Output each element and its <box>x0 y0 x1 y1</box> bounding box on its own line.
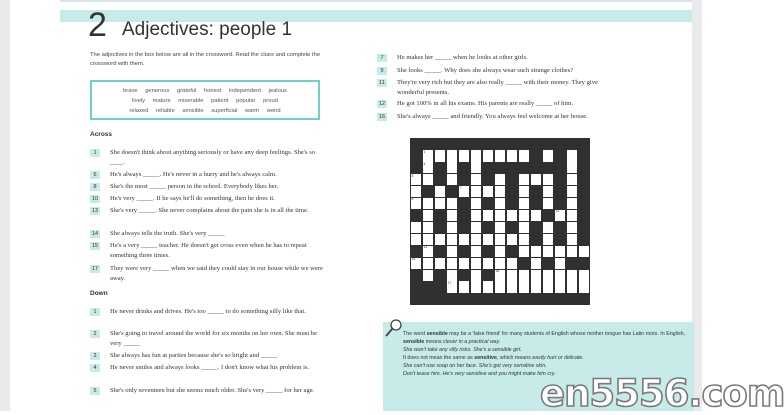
crossword-cell[interactable] <box>555 281 566 292</box>
crossword-cell[interactable] <box>495 186 506 197</box>
crossword-number: 13 <box>423 245 428 250</box>
across-heading: Across <box>90 131 113 138</box>
down-clue-2 <box>90 329 326 348</box>
word: relaxed <box>129 108 149 114</box>
crossword-cell[interactable] <box>567 270 578 281</box>
clue-number: 3 <box>90 352 100 360</box>
crossword-cell[interactable] <box>471 270 482 281</box>
unit-number: 2 <box>88 6 107 44</box>
watermark: en5556.com <box>540 372 784 415</box>
crossword-cell[interactable] <box>507 210 518 221</box>
unit-title: Adjectives: people 1 <box>122 19 293 40</box>
crossword-cell[interactable] <box>411 222 422 233</box>
crossword-cell[interactable] <box>507 270 518 281</box>
right-clue-16 <box>377 112 617 122</box>
crossword-cell[interactable] <box>531 246 542 257</box>
across-clue-15 <box>90 241 326 260</box>
crossword-cell[interactable] <box>567 210 578 221</box>
crossword-cell[interactable] <box>519 174 530 185</box>
clue-text: She looks _____. Why does she always wear such strange clothes? <box>397 67 574 74</box>
note-example-3: Don't tease him. He's very sensitive and you might make him cry. <box>403 371 556 377</box>
word: miserable <box>178 98 204 104</box>
crossword-cell[interactable] <box>495 150 506 161</box>
crossword-cell[interactable] <box>495 281 506 292</box>
crossword-number: 2 <box>531 149 534 154</box>
clue-text: She's very _____. She never complains about the pain she is in all the time. <box>110 207 309 214</box>
magnifier-icon <box>384 318 404 338</box>
down-clue-3 <box>90 351 326 361</box>
crossword-number: 17 <box>447 280 452 285</box>
across-clue-8 <box>90 182 326 192</box>
crossword-cell[interactable] <box>519 246 530 257</box>
crossword-cell[interactable] <box>543 246 554 257</box>
crossword-cell[interactable] <box>543 174 554 185</box>
crossword-cell[interactable] <box>507 150 518 161</box>
crossword-cell[interactable] <box>495 258 506 269</box>
crossword-cell[interactable] <box>567 186 578 197</box>
crossword-cell[interactable] <box>423 270 434 281</box>
crossword-number: 11 <box>555 209 560 214</box>
clue-text: They're very rich but they are also really _____ with their money. They give wonderful presents. <box>397 79 598 96</box>
right-clue-9 <box>377 66 617 76</box>
word: sensible <box>182 108 204 114</box>
clue-number: 16 <box>378 113 386 120</box>
clue-number: 17 <box>91 265 99 272</box>
word: warm <box>244 108 260 114</box>
crossword-cell[interactable] <box>519 186 530 197</box>
crossword-cell[interactable] <box>471 258 482 269</box>
crossword-cell[interactable] <box>483 210 494 221</box>
word: mature <box>152 98 171 104</box>
word: independent <box>229 88 261 94</box>
crossword-cell[interactable] <box>555 270 566 281</box>
crossword-cell[interactable] <box>567 246 578 257</box>
crossword-cell[interactable] <box>483 258 494 269</box>
across-clue-10 <box>90 194 326 204</box>
word-box-row <box>92 86 318 96</box>
crossword-number: 1 <box>423 149 426 154</box>
clue-text: She always has fun at parties because she's so bright and _____ <box>110 352 278 359</box>
word: lively <box>132 98 145 104</box>
crossword-cell[interactable] <box>459 234 470 245</box>
crossword-cell[interactable] <box>423 174 434 185</box>
clue-text: She's the most _____ person in the school. Everybody likes her. <box>110 183 279 190</box>
crossword-cell[interactable] <box>471 174 482 185</box>
crossword-number: 14 <box>411 257 416 262</box>
clue-text: She always tells the truth. She's very _____ <box>110 230 225 237</box>
crossword-cell[interactable] <box>471 162 482 173</box>
crossword-cell[interactable] <box>423 258 434 269</box>
crossword-cell[interactable] <box>543 281 554 292</box>
crossword-number: 12 <box>531 233 536 238</box>
crossword-cell[interactable] <box>459 281 470 292</box>
note-example-1: She won't take any silly risks. She's a sensible girl. <box>403 347 522 353</box>
clue-text: He never smiles and always looks _____. I don't know what his problem is. <box>110 364 310 371</box>
crossword-cell[interactable] <box>483 186 494 197</box>
crossword-cell[interactable] <box>507 281 518 292</box>
crossword-cell[interactable] <box>435 186 446 197</box>
crossword-cell[interactable] <box>411 186 422 197</box>
crossword-cell[interactable] <box>447 246 458 257</box>
crossword-cell[interactable] <box>519 270 530 281</box>
clue-number: 1 <box>90 149 100 157</box>
clue-text: He got 100% in all his exams. His parents are really _____ of him. <box>397 100 573 107</box>
word: honest <box>203 88 222 94</box>
crossword-cell[interactable] <box>555 258 566 269</box>
crossword-cell[interactable] <box>483 234 494 245</box>
clue-number: 6 <box>90 171 100 179</box>
clue-text: He's very _____. If he says he'll do something, then he does it. <box>110 195 275 202</box>
crossword-cell[interactable] <box>531 281 542 292</box>
crossword-cell[interactable] <box>483 150 494 161</box>
crossword-cell[interactable] <box>471 150 482 161</box>
crossword-cell[interactable] <box>531 270 542 281</box>
crossword-cell[interactable] <box>471 281 482 292</box>
crossword-cell[interactable] <box>459 258 470 269</box>
crossword-cell[interactable] <box>495 222 506 233</box>
clue-number: 13 <box>91 207 99 214</box>
crossword-cell[interactable] <box>495 210 506 221</box>
word: popular <box>236 98 256 104</box>
crossword-cell[interactable] <box>435 234 446 245</box>
crossword-cell[interactable] <box>411 234 422 245</box>
word: brave <box>123 88 138 94</box>
crossword-number: 10 <box>459 209 464 214</box>
clue-number: 8 <box>90 183 100 191</box>
crossword-number: 15 <box>519 257 524 262</box>
crossword-cell[interactable] <box>435 150 446 161</box>
down-clue-1 <box>90 307 326 317</box>
clue-text: She's going to travel around the world for six months on her own. She must be very _____ <box>110 330 318 347</box>
crossword-number: 8 <box>411 197 414 202</box>
crossword-cell[interactable] <box>471 210 482 221</box>
down-heading: Down <box>90 290 108 297</box>
crossword-cell[interactable] <box>435 258 446 269</box>
across-clue-17 <box>90 264 326 283</box>
clue-text: She's only seventeen but she seems much older. She's very _____ for her age. <box>110 387 315 394</box>
crossword-cell[interactable] <box>495 246 506 257</box>
note-example-2: She can't use soap on her face. She's got very sensitive skin. <box>403 363 547 369</box>
crossword-cell[interactable] <box>471 222 482 233</box>
crossword-number: 3 <box>555 149 558 154</box>
word-box <box>90 80 320 120</box>
word-box-row <box>92 106 318 116</box>
crossword-cell[interactable] <box>447 234 458 245</box>
crossword-cell[interactable] <box>519 222 530 233</box>
crossword-cell[interactable] <box>543 150 554 161</box>
word: weird <box>266 108 281 114</box>
crossword-cell[interactable] <box>579 281 590 292</box>
crossword-cell[interactable] <box>471 186 482 197</box>
crossword-cell[interactable] <box>567 174 578 185</box>
crossword-cell[interactable] <box>447 222 458 233</box>
crossword-cell[interactable] <box>519 150 530 161</box>
word: superficial <box>211 108 238 114</box>
clue-number: 10 <box>91 195 99 202</box>
word-box-row <box>92 96 318 106</box>
crossword-cell[interactable] <box>531 258 542 269</box>
across-clue-14 <box>90 229 326 239</box>
crossword-cell[interactable] <box>531 210 542 221</box>
crossword-number: 5 <box>411 173 414 178</box>
crossword-number: 9 <box>507 197 510 202</box>
crossword-cell[interactable] <box>519 234 530 245</box>
clue-number: 5 <box>90 387 100 395</box>
clue-number: 1 <box>90 308 100 316</box>
crossword-cell[interactable] <box>435 198 446 209</box>
across-clue-13 <box>90 206 326 216</box>
crossword-cell[interactable] <box>447 210 458 221</box>
crossword-cell[interactable] <box>447 162 458 173</box>
crossword-number: 16 <box>495 269 500 274</box>
crossword-cell[interactable] <box>567 234 578 245</box>
clue-number: 7 <box>377 54 387 62</box>
clue-number: 12 <box>378 100 386 107</box>
crossword-cell[interactable] <box>555 246 566 257</box>
note-paragraph-1: The word sensible may be a 'false friend' for many students of English whose mother tongue has Latin roots. In English, sensible means clever in a practical way. <box>403 331 686 345</box>
crossword-cell[interactable] <box>543 234 554 245</box>
crossword-cell[interactable] <box>519 210 530 221</box>
crossword-cell[interactable] <box>507 234 518 245</box>
crossword-cell[interactable] <box>543 222 554 233</box>
crossword-cell[interactable] <box>447 150 458 161</box>
crossword-cell[interactable] <box>471 198 482 209</box>
crossword-cell[interactable] <box>459 150 470 161</box>
crossword-cell[interactable] <box>495 198 506 209</box>
down-clue-5 <box>90 386 326 396</box>
crossword-grid[interactable] <box>410 138 590 305</box>
crossword-cell[interactable] <box>447 270 458 281</box>
crossword-cell[interactable] <box>567 150 578 161</box>
crossword-cell[interactable] <box>531 174 542 185</box>
crossword-cell[interactable] <box>579 270 590 281</box>
clue-number: 9 <box>377 67 387 75</box>
crossword-cell[interactable] <box>447 174 458 185</box>
clue-number: 14 <box>91 230 99 237</box>
word: generous <box>145 88 170 94</box>
crossword-cell[interactable] <box>543 270 554 281</box>
crossword-cell[interactable] <box>447 258 458 269</box>
clue-text: He makes her _____ when he looks at other girls. <box>397 54 528 61</box>
crossword-cell[interactable] <box>543 186 554 197</box>
crossword-number: 6 <box>423 185 426 190</box>
across-clue-6 <box>90 170 326 180</box>
left-margin <box>0 0 10 411</box>
crossword-cell[interactable] <box>471 234 482 245</box>
clue-text: She's always _____ and friendly. You always feel welcome at her house. <box>397 113 588 120</box>
crossword-cell[interactable] <box>447 198 458 209</box>
clue-number: 15 <box>91 242 99 249</box>
crossword-cell[interactable] <box>567 198 578 209</box>
crossword-cell[interactable] <box>567 281 578 292</box>
word: patient <box>211 98 229 104</box>
right-clue-7 <box>377 53 617 63</box>
word: proud <box>263 98 278 104</box>
note-paragraph-2: It does not mean the same as sensitive, which means easily hurt or delicate. <box>403 355 584 361</box>
crossword-number: 4 <box>423 161 426 166</box>
top-rule <box>60 0 692 2</box>
clue-text: He's a very _____ teacher. He doesn't get cross even when he has to repeat something three times. <box>110 242 307 259</box>
crossword-cell[interactable] <box>423 234 434 245</box>
note-text <box>403 330 689 378</box>
clue-text: He never drinks and drives. He's too _____ to do something silly like that. <box>110 308 306 315</box>
instructions: The adjectives in the box below are all in the crossword. Read the clues and complete the crossword with them. <box>90 52 321 67</box>
crossword-cell[interactable] <box>579 246 590 257</box>
crossword-cell[interactable] <box>471 246 482 257</box>
clue-number: 4 <box>90 364 100 372</box>
down-clue-4 <box>90 363 326 373</box>
clue-text: They were very _____ when we said they could stay in our house while we were away. <box>110 265 323 282</box>
word: grateful <box>177 88 197 94</box>
crossword-cell[interactable] <box>567 222 578 233</box>
crossword-cell[interactable] <box>495 174 506 185</box>
crossword-number: 7 <box>459 185 462 190</box>
crossword-cell[interactable] <box>543 198 554 209</box>
clue-text: He's always _____. He's never in a hurry and he's always calm. <box>110 171 277 178</box>
crossword-cell[interactable] <box>495 234 506 245</box>
crossword-cell[interactable] <box>423 222 434 233</box>
crossword-cell[interactable] <box>567 162 578 173</box>
word: reliable <box>156 108 175 114</box>
clue-number: 11 <box>377 79 387 87</box>
crossword-cell[interactable] <box>519 198 530 209</box>
word: jealous <box>268 88 287 94</box>
clue-text: She doesn't think about anything seriously or have any deep feelings. She's so ____. <box>110 149 316 166</box>
right-clue-12 <box>377 99 617 109</box>
crossword-cell[interactable] <box>507 258 518 269</box>
crossword-cell[interactable] <box>483 281 494 292</box>
across-clue-1 <box>90 148 326 167</box>
clue-number: 2 <box>90 330 100 338</box>
right-clue-11 <box>377 78 617 97</box>
crossword-cell[interactable] <box>423 210 434 221</box>
crossword-cell[interactable] <box>519 281 530 292</box>
crossword-cell[interactable] <box>423 198 434 209</box>
